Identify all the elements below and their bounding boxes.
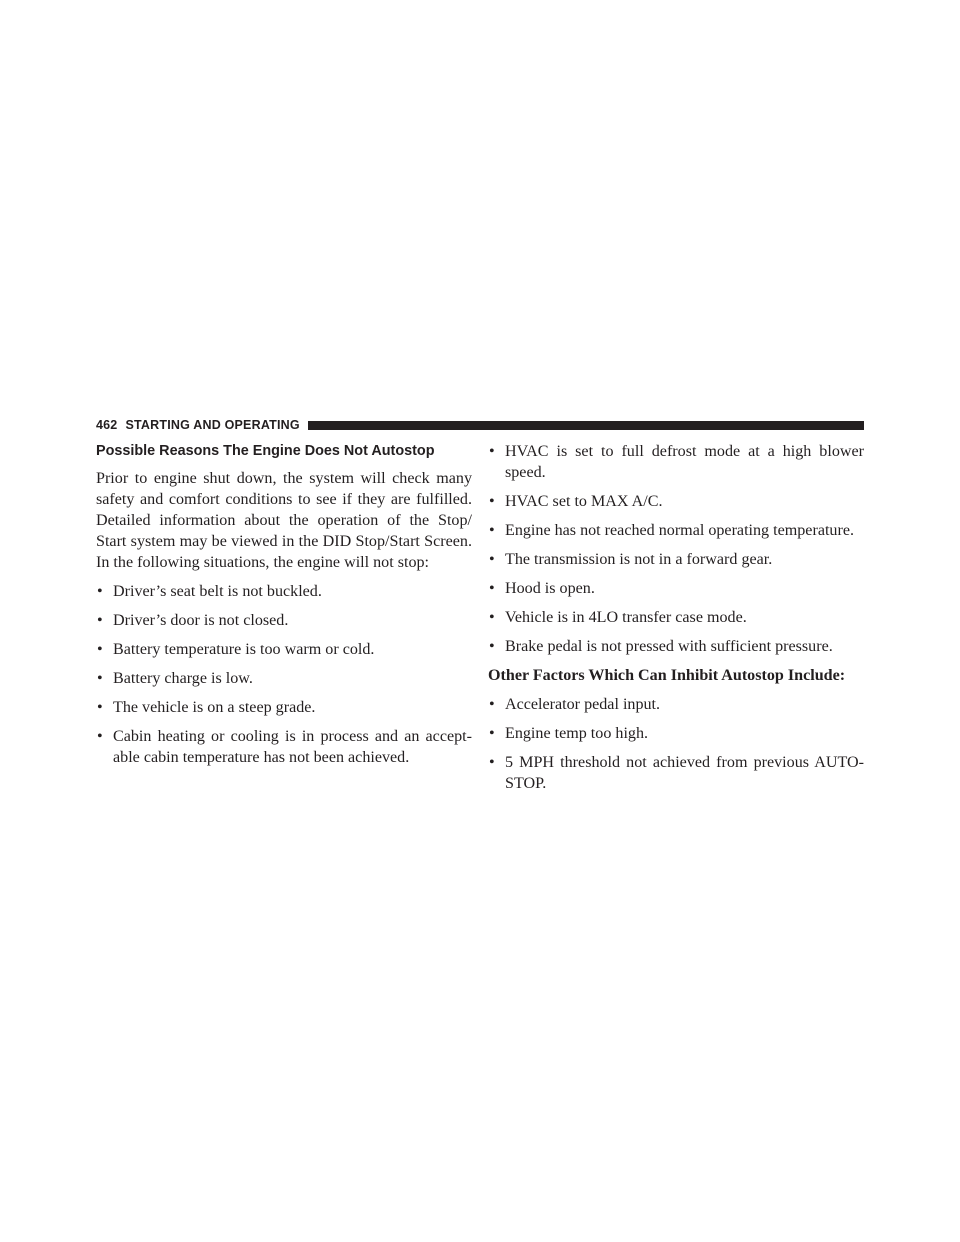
list-item — [488, 520, 864, 541]
list-item-text: Vehicle is in 4LO transfer case mode. — [505, 609, 747, 626]
list-item-text: The transmission is not in a forward gear. — [505, 551, 773, 568]
list-item — [488, 578, 864, 599]
intro-paragraph: Prior to engine shut down, the system will check many safety and comfort conditions to see if they are fulfilled. Detailed information about the operation of the Stop/ Start system may be viewed in the DID Stop/Start Screen. In the following situations, the engine will not stop: — [96, 470, 472, 571]
list-item-text: 5 MPH threshold not achieved from previous AUTO- STOP. — [505, 754, 864, 792]
bullet-icon: • — [97, 670, 103, 687]
bullet-icon: • — [97, 699, 103, 716]
header-rule — [308, 421, 864, 430]
bullet-list — [488, 694, 864, 794]
list-item — [488, 723, 864, 744]
list-item-text: Engine temp too high. — [505, 725, 649, 742]
list-item — [488, 636, 864, 657]
list-item — [96, 581, 472, 602]
bullet-icon: • — [489, 443, 495, 460]
bullet-list — [96, 581, 472, 768]
bullet-icon: • — [489, 580, 495, 597]
subheading: Other Factors Which Can Inhibit Autostop Include: — [488, 667, 846, 684]
right-column — [488, 441, 864, 802]
bullet-icon: • — [97, 612, 103, 629]
bullet-icon: • — [489, 522, 495, 539]
list-item — [96, 668, 472, 689]
section-heading: Possible Reasons The Engine Does Not Autostop — [96, 443, 435, 459]
list-item-text: HVAC set to MAX A/C. — [505, 493, 663, 510]
list-item-text: Accelerator pedal input. — [505, 696, 661, 713]
list-item-text: HVAC is set to full defrost mode at a high blower speed. — [505, 443, 864, 481]
list-item — [96, 639, 472, 660]
list-item — [96, 697, 472, 718]
list-item — [488, 694, 864, 715]
list-item-text: Hood is open. — [505, 580, 595, 597]
bullet-icon: • — [489, 493, 495, 510]
bullet-icon: • — [97, 641, 103, 658]
list-item — [488, 752, 864, 794]
bullet-icon: • — [489, 551, 495, 568]
bullet-icon: • — [97, 583, 103, 600]
bullet-icon: • — [97, 728, 103, 745]
list-item-text: Brake pedal is not pressed with sufficient pressure. — [505, 638, 833, 655]
list-item-text: Driver’s door is not closed. — [113, 612, 289, 629]
bullet-icon: • — [489, 638, 495, 655]
left-column — [96, 441, 472, 776]
bullet-icon: • — [489, 609, 495, 626]
list-item — [488, 607, 864, 628]
bullet-icon: • — [489, 754, 495, 771]
list-item-text: Engine has not reached normal operating temperature. — [505, 522, 855, 539]
list-item-text: Cabin heating or cooling is in process and an accept- able cabin temperature has not been achieved. — [113, 728, 472, 766]
section-title: STARTING AND OPERATING — [125, 418, 300, 432]
bullet-icon: • — [489, 696, 495, 713]
page-number: 462 — [96, 418, 118, 432]
list-item — [96, 610, 472, 631]
list-item-text: Battery temperature is too warm or cold. — [113, 641, 375, 658]
list-item-text: Driver’s seat belt is not buckled. — [113, 583, 322, 600]
list-item — [488, 491, 864, 512]
list-item-text: Battery charge is low. — [113, 670, 253, 687]
list-item — [96, 726, 472, 768]
page-header — [96, 418, 864, 432]
list-item — [488, 549, 864, 570]
bullet-list — [488, 441, 864, 657]
list-item-text: The vehicle is on a steep grade. — [113, 699, 316, 716]
bullet-icon: • — [489, 725, 495, 742]
list-item — [488, 441, 864, 483]
